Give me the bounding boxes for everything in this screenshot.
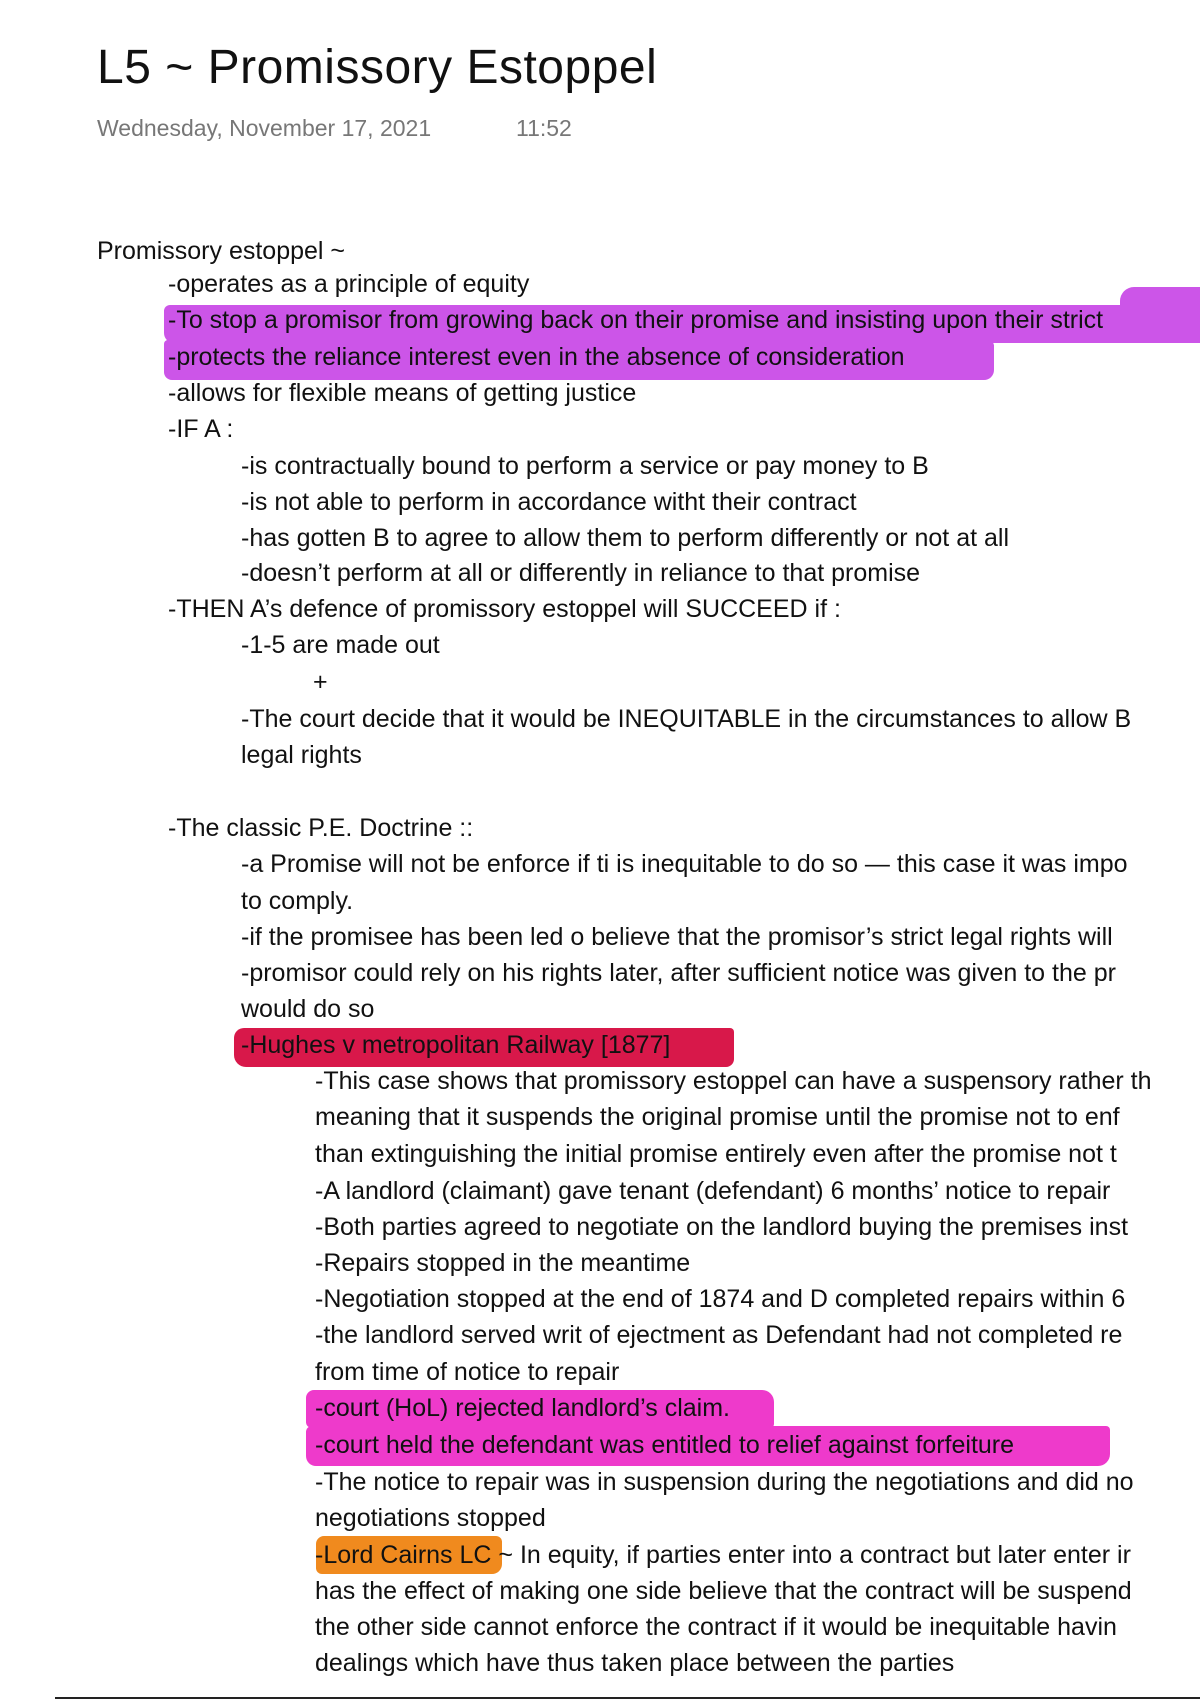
note-line: -IF A : bbox=[168, 415, 234, 443]
note-line: -Both parties agreed to negotiate on the landlord buying the premises inst bbox=[315, 1213, 1129, 1241]
note-line: -doesn’t perform at all or differently in reliance to that promise bbox=[241, 559, 921, 587]
plus-sign: + bbox=[313, 668, 328, 696]
note-line: than extinguishing the initial promise entirely even after the promise not t bbox=[315, 1140, 1117, 1168]
cairns-line bbox=[315, 1538, 1131, 1572]
section-heading: -The classic P.E. Doctrine :: bbox=[168, 814, 474, 842]
note-line: has the effect of making one side believe that the contract will be suspend bbox=[315, 1577, 1132, 1605]
note-line: -THEN A’s defence of promissory estoppel will SUCCEED if : bbox=[168, 595, 841, 623]
note-line: -The notice to repair was in suspension during the negotiations and did no bbox=[315, 1468, 1134, 1496]
note-line-highlighted: -court (HoL) rejected landlord’s claim. bbox=[315, 1394, 730, 1422]
note-line: -allows for flexible means of getting justice bbox=[168, 379, 637, 407]
page-time: 11:52 bbox=[516, 115, 572, 141]
case-name-hughes: -Hughes v metropolitan Railway [1877] bbox=[241, 1031, 671, 1059]
note-line-highlighted: -To stop a promisor from growing back on their promise and insisting upon their strict bbox=[168, 306, 1104, 334]
note-line-highlighted: -court held the defendant was entitled to relief against forfeiture bbox=[315, 1431, 1015, 1459]
bottom-divider bbox=[55, 1697, 1200, 1699]
note-line: legal rights bbox=[241, 741, 362, 769]
note-line: -Negotiation stopped at the end of 1874 and D completed repairs within 6 bbox=[315, 1285, 1126, 1313]
note-line: would do so bbox=[241, 995, 375, 1023]
note-line: -has gotten B to agree to allow them to perform differently or not at all bbox=[241, 524, 1010, 552]
note-line: the other side cannot enforce the contract if it would be inequitable havin bbox=[315, 1613, 1117, 1641]
note-line: to comply. bbox=[241, 887, 354, 915]
note-line: -1-5 are made out bbox=[241, 631, 440, 659]
page-date: Wednesday, November 17, 2021 bbox=[97, 115, 432, 141]
note-line: -The court decide that it would be INEQUITABLE in the circumstances to allow B bbox=[241, 705, 1132, 733]
case-name-cairns: -Lord Cairns LC bbox=[315, 1541, 492, 1569]
note-line: from time of notice to repair bbox=[315, 1358, 620, 1386]
cairns-quote: ~ In equity, if parties enter into a contract but later enter ir bbox=[498, 1541, 1131, 1569]
note-line: -A landlord (claimant) gave tenant (defendant) 6 months’ notice to repair bbox=[315, 1177, 1111, 1205]
note-heading: Promissory estoppel ~ bbox=[97, 237, 346, 265]
note-line: dealings which have thus taken place between the parties bbox=[315, 1649, 955, 1677]
note-line: -is not able to perform in accordance witht their contract bbox=[241, 488, 857, 516]
note-line: -the landlord served writ of ejectment as Defendant had not completed re bbox=[315, 1321, 1123, 1349]
note-line: -This case shows that promissory estoppel can have a suspensory rather th bbox=[315, 1067, 1152, 1095]
page-title: L5 ~ Promissory Estoppel bbox=[97, 41, 658, 94]
note-line: negotiations stopped bbox=[315, 1504, 546, 1532]
note-line: meaning that it suspends the original promise until the promise not to enf bbox=[315, 1103, 1120, 1131]
note-line: -a Promise will not be enforce if ti is inequitable to do so — this case it was impo bbox=[241, 850, 1128, 878]
note-line: -promisor could rely on his rights later, after sufficient notice was given to the pr bbox=[241, 959, 1116, 987]
note-line: -if the promisee has been led o believe that the promisor’s strict legal rights will bbox=[241, 923, 1113, 951]
highlight-purple-tab bbox=[1120, 287, 1200, 311]
note-line: -Repairs stopped in the meantime bbox=[315, 1249, 691, 1277]
note-line-highlighted: -protects the reliance interest even in the absence of consideration bbox=[168, 343, 905, 371]
note-line: -operates as a principle of equity bbox=[168, 270, 530, 298]
note-line: -is contractually bound to perform a service or pay money to B bbox=[241, 452, 929, 480]
